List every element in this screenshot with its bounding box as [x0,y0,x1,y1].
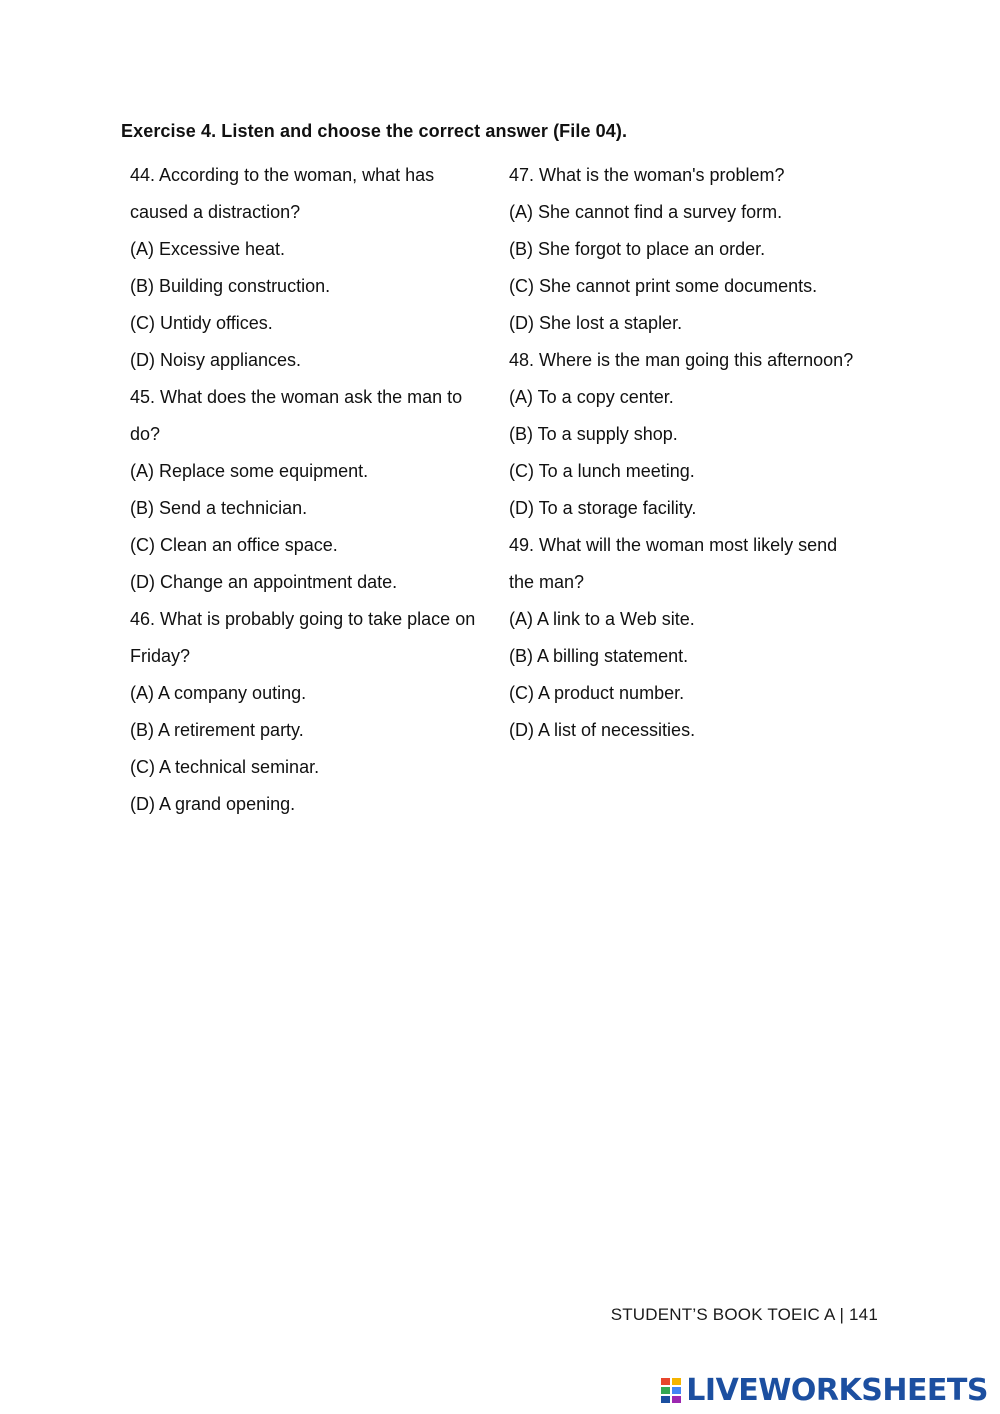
text-line: (B) Building construction. [130,276,331,296]
text-line: (C) A technical seminar. [130,757,320,777]
text-line: (B) A billing statement. [509,646,689,666]
text-line: 46. What is probably going to take place on [130,609,476,629]
left-column [130,158,495,824]
text-line: Friday? [130,646,191,666]
text-line: (D) A list of necessities. [509,720,696,740]
text-line: (D) A grand opening. [130,794,296,814]
liveworksheets-logo-icon [660,1376,682,1404]
text-line: do? [130,424,161,444]
text-line: (D) Change an appointment date. [130,572,398,592]
text-line: 49. What will the woman most likely send [509,535,838,555]
text-line: (D) Noisy appliances. [130,350,302,370]
page-footer: STUDENT’S BOOK TOEIC A | 141 [610,1305,878,1324]
text-line: (B) A retirement party. [130,720,304,740]
text-line: (C) Clean an office space. [130,535,338,555]
text-line: (B) She forgot to place an order. [509,239,766,259]
text-line: 44. According to the woman, what has [130,165,435,185]
text-line: the man? [509,572,585,592]
text-line: (C) A product number. [509,683,685,703]
brand-watermark[interactable] [660,1372,988,1408]
text-line: (B) Send a technician. [130,498,308,518]
text-line: (A) A link to a Web site. [509,609,695,629]
exercise-title: Exercise 4. Listen and choose the correct answer (File 04). [121,121,628,141]
text-line: 45. What does the woman ask the man to [130,387,463,407]
text-line: caused a distraction? [130,202,301,222]
text-line: 48. Where is the man going this afternoon? [509,350,854,370]
text-line: (A) To a copy center. [509,387,674,407]
text-line: (C) To a lunch meeting. [509,461,695,481]
text-line: (A) She cannot find a survey form. [509,202,783,222]
text-line: 47. What is the woman's problem? [509,165,785,185]
text-line: (C) She cannot print some documents. [509,276,818,296]
text-line: (C) Untidy offices. [130,313,273,333]
text-line: (D) To a storage facility. [509,498,697,518]
brand-name: LIVEWORKSHEETS [686,1372,988,1408]
text-line: (A) A company outing. [130,683,307,703]
text-line: (D) She lost a stapler. [509,313,683,333]
text-line: (A) Excessive heat. [130,239,286,259]
right-column [509,158,889,750]
text-line: (A) Replace some equipment. [130,461,369,481]
text-line: (B) To a supply shop. [509,424,678,444]
